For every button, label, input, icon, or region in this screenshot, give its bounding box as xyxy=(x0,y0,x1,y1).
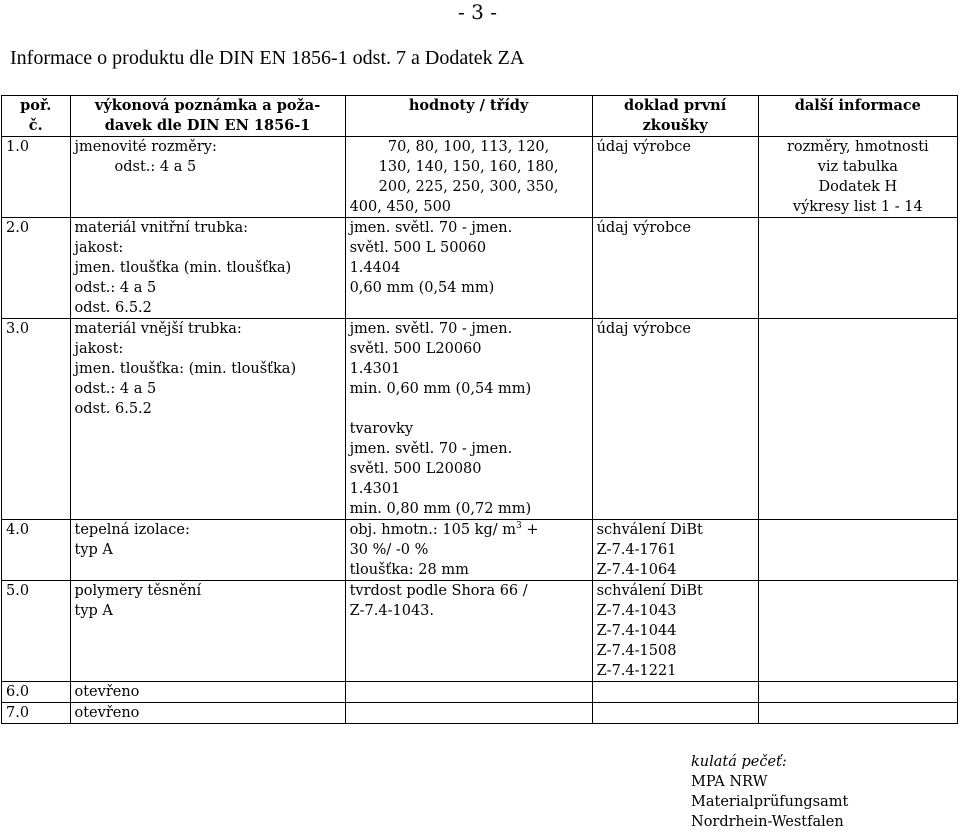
weight-text: obj. hmotn.: 105 kg/ m xyxy=(349,522,516,538)
page-title: Informace o produktu dle DIN EN 1856-1 odst. 7 a Dodatek ZA xyxy=(10,47,525,69)
cell-line: Z-7.4-1044 xyxy=(596,623,677,639)
row-proof xyxy=(592,581,758,682)
header-text: zkoušky xyxy=(642,117,708,134)
cell-line: polymery těsnění xyxy=(74,583,202,599)
row-info xyxy=(758,319,957,520)
cell-line: 1.4404 xyxy=(349,260,401,276)
table-row xyxy=(2,682,958,703)
row-proof xyxy=(592,703,758,724)
row-requirement xyxy=(70,137,345,218)
table-row xyxy=(2,520,958,581)
header-text: davek dle DIN EN 1856-1 xyxy=(104,117,311,134)
cell-line: 1.4301 xyxy=(349,481,401,497)
cell-line: jmen. tloušťka: (min. tloušťka) xyxy=(74,361,297,377)
table-row xyxy=(2,703,958,724)
cell-line: jmen. tloušťka (min. tloušťka) xyxy=(74,260,292,276)
cell-line: Z-7.4-1043. xyxy=(349,603,435,619)
row-info xyxy=(758,137,957,218)
header-row xyxy=(2,96,958,137)
seal-line: Materialprüfungsamt xyxy=(691,794,849,810)
row-requirement xyxy=(70,520,345,581)
cell-line: výkresy list 1 - 14 xyxy=(792,199,923,215)
table-row xyxy=(2,581,958,682)
row-requirement xyxy=(70,218,345,319)
cell-line: odst. 6.5.2 xyxy=(74,300,152,316)
cell-line: Dodatek H xyxy=(818,179,898,195)
header-text: další informace xyxy=(794,97,921,114)
cell-line: rozměry, hmotnosti xyxy=(787,139,929,155)
cell-line: tvarovky xyxy=(349,421,414,437)
cell-line: 70, 80, 100, 113, 120, xyxy=(387,139,550,155)
row-proof xyxy=(592,682,758,703)
cell-line: 400, 450, 500 xyxy=(349,199,452,215)
row-info xyxy=(758,682,957,703)
row-number: 7.0 xyxy=(2,703,71,724)
cell-line: jmenovité rozměry: xyxy=(74,139,217,155)
spacer xyxy=(350,399,588,419)
header-requirement xyxy=(70,96,345,137)
cell-line: Z-7.4-1761 xyxy=(596,542,677,558)
cell-line: viz tabulka xyxy=(817,159,898,175)
header-info xyxy=(758,96,957,137)
row-requirement xyxy=(70,319,345,520)
row-number: 4.0 xyxy=(2,520,71,581)
row-number: 6.0 xyxy=(2,682,71,703)
cell-line: schválení DiBt xyxy=(596,583,703,599)
row-number: 1.0 xyxy=(2,137,71,218)
cell-line: odst.: 4 a 5 xyxy=(74,381,157,397)
row-proof xyxy=(592,218,758,319)
table-row xyxy=(2,319,958,520)
row-proof xyxy=(592,137,758,218)
row-values xyxy=(345,520,592,581)
cell-line xyxy=(350,520,588,540)
row-values xyxy=(345,319,592,520)
page-number: - 3 - xyxy=(458,0,497,24)
table-row xyxy=(2,218,958,319)
cell-line: údaj výrobce xyxy=(596,220,691,236)
header-text: hodnoty / třídy xyxy=(408,97,529,114)
cell-line: odst. 6.5.2 xyxy=(74,401,152,417)
cell-line: Z-7.4-1043 xyxy=(596,603,677,619)
cell-line: typ A xyxy=(74,603,113,619)
cell-line: 1.4301 xyxy=(349,361,401,377)
cell-line: min. 0,80 mm (0,72 mm) xyxy=(349,501,532,517)
cell-line: údaj výrobce xyxy=(596,139,691,155)
cell-line: schválení DiBt xyxy=(596,522,703,538)
cell-line: Z-7.4-1064 xyxy=(596,562,677,578)
row-values xyxy=(345,218,592,319)
cell-line: materiál vnější trubka: xyxy=(74,321,242,337)
cell-line: otevřeno xyxy=(74,684,140,700)
cell-line: tloušťka: 28 mm xyxy=(349,562,469,578)
cell-line: světl. 500 L20060 xyxy=(349,341,482,357)
table-row xyxy=(2,137,958,218)
row-requirement xyxy=(70,703,345,724)
row-requirement xyxy=(70,682,345,703)
cell-line: odst.: 4 a 5 xyxy=(114,159,197,175)
cell-line: jakost: xyxy=(74,240,124,256)
cell-line: světl. 500 L20080 xyxy=(349,461,482,477)
row-info xyxy=(758,703,957,724)
cell-line: jmen. světl. 70 - jmen. xyxy=(349,441,513,457)
cell-line: 200, 225, 250, 300, 350, xyxy=(378,179,559,195)
row-proof xyxy=(592,520,758,581)
seal-line: MPA NRW xyxy=(691,774,768,790)
header-text: č. xyxy=(28,117,43,134)
cell-line: jmen. světl. 70 - jmen. xyxy=(349,321,513,337)
header-text: výkonová poznámka a poža- xyxy=(94,97,321,114)
row-info xyxy=(758,581,957,682)
row-number: 2.0 xyxy=(2,218,71,319)
row-values xyxy=(345,703,592,724)
cell-line: materiál vnitřní trubka: xyxy=(74,220,248,236)
cell-line: min. 0,60 mm (0,54 mm) xyxy=(349,381,532,397)
cell-line: tepelná izolace: xyxy=(74,522,190,538)
cell-line: 0,60 mm (0,54 mm) xyxy=(349,280,495,296)
cell-line: 30 %/ -0 % xyxy=(349,542,429,558)
header-values xyxy=(345,96,592,137)
row-values xyxy=(345,581,592,682)
cell-line: jakost: xyxy=(74,341,124,357)
cell-line: jmen. světl. 70 - jmen. xyxy=(349,220,513,236)
row-proof xyxy=(592,319,758,520)
product-info-table xyxy=(1,95,958,724)
weight-tail: + xyxy=(521,522,539,538)
seal-label: kulatá pečeť: xyxy=(691,754,787,770)
row-values xyxy=(345,137,592,218)
cell-line: Z-7.4-1508 xyxy=(596,643,677,659)
cell-line: typ A xyxy=(74,542,113,558)
row-values xyxy=(345,682,592,703)
row-info xyxy=(758,218,957,319)
header-text: poř. xyxy=(20,97,52,114)
row-number: 3.0 xyxy=(2,319,71,520)
superscript: 3 xyxy=(515,521,522,532)
header-number xyxy=(2,96,71,137)
row-info xyxy=(758,520,957,581)
cell-line: otevřeno xyxy=(74,705,140,721)
row-requirement xyxy=(70,581,345,682)
cell-line: odst.: 4 a 5 xyxy=(74,280,157,296)
seal-note xyxy=(691,752,848,832)
cell-line: Z-7.4-1221 xyxy=(596,663,677,679)
header-proof xyxy=(592,96,758,137)
cell-line: údaj výrobce xyxy=(596,321,691,337)
cell-line: tvrdost podle Shora 66 / xyxy=(349,583,528,599)
cell-line: světl. 500 L 50060 xyxy=(349,240,487,256)
cell-line: 130, 140, 150, 160, 180, xyxy=(378,159,559,175)
seal-line: Nordrhein-Westfalen xyxy=(691,814,844,830)
row-number: 5.0 xyxy=(2,581,71,682)
header-text: doklad první xyxy=(624,97,727,114)
